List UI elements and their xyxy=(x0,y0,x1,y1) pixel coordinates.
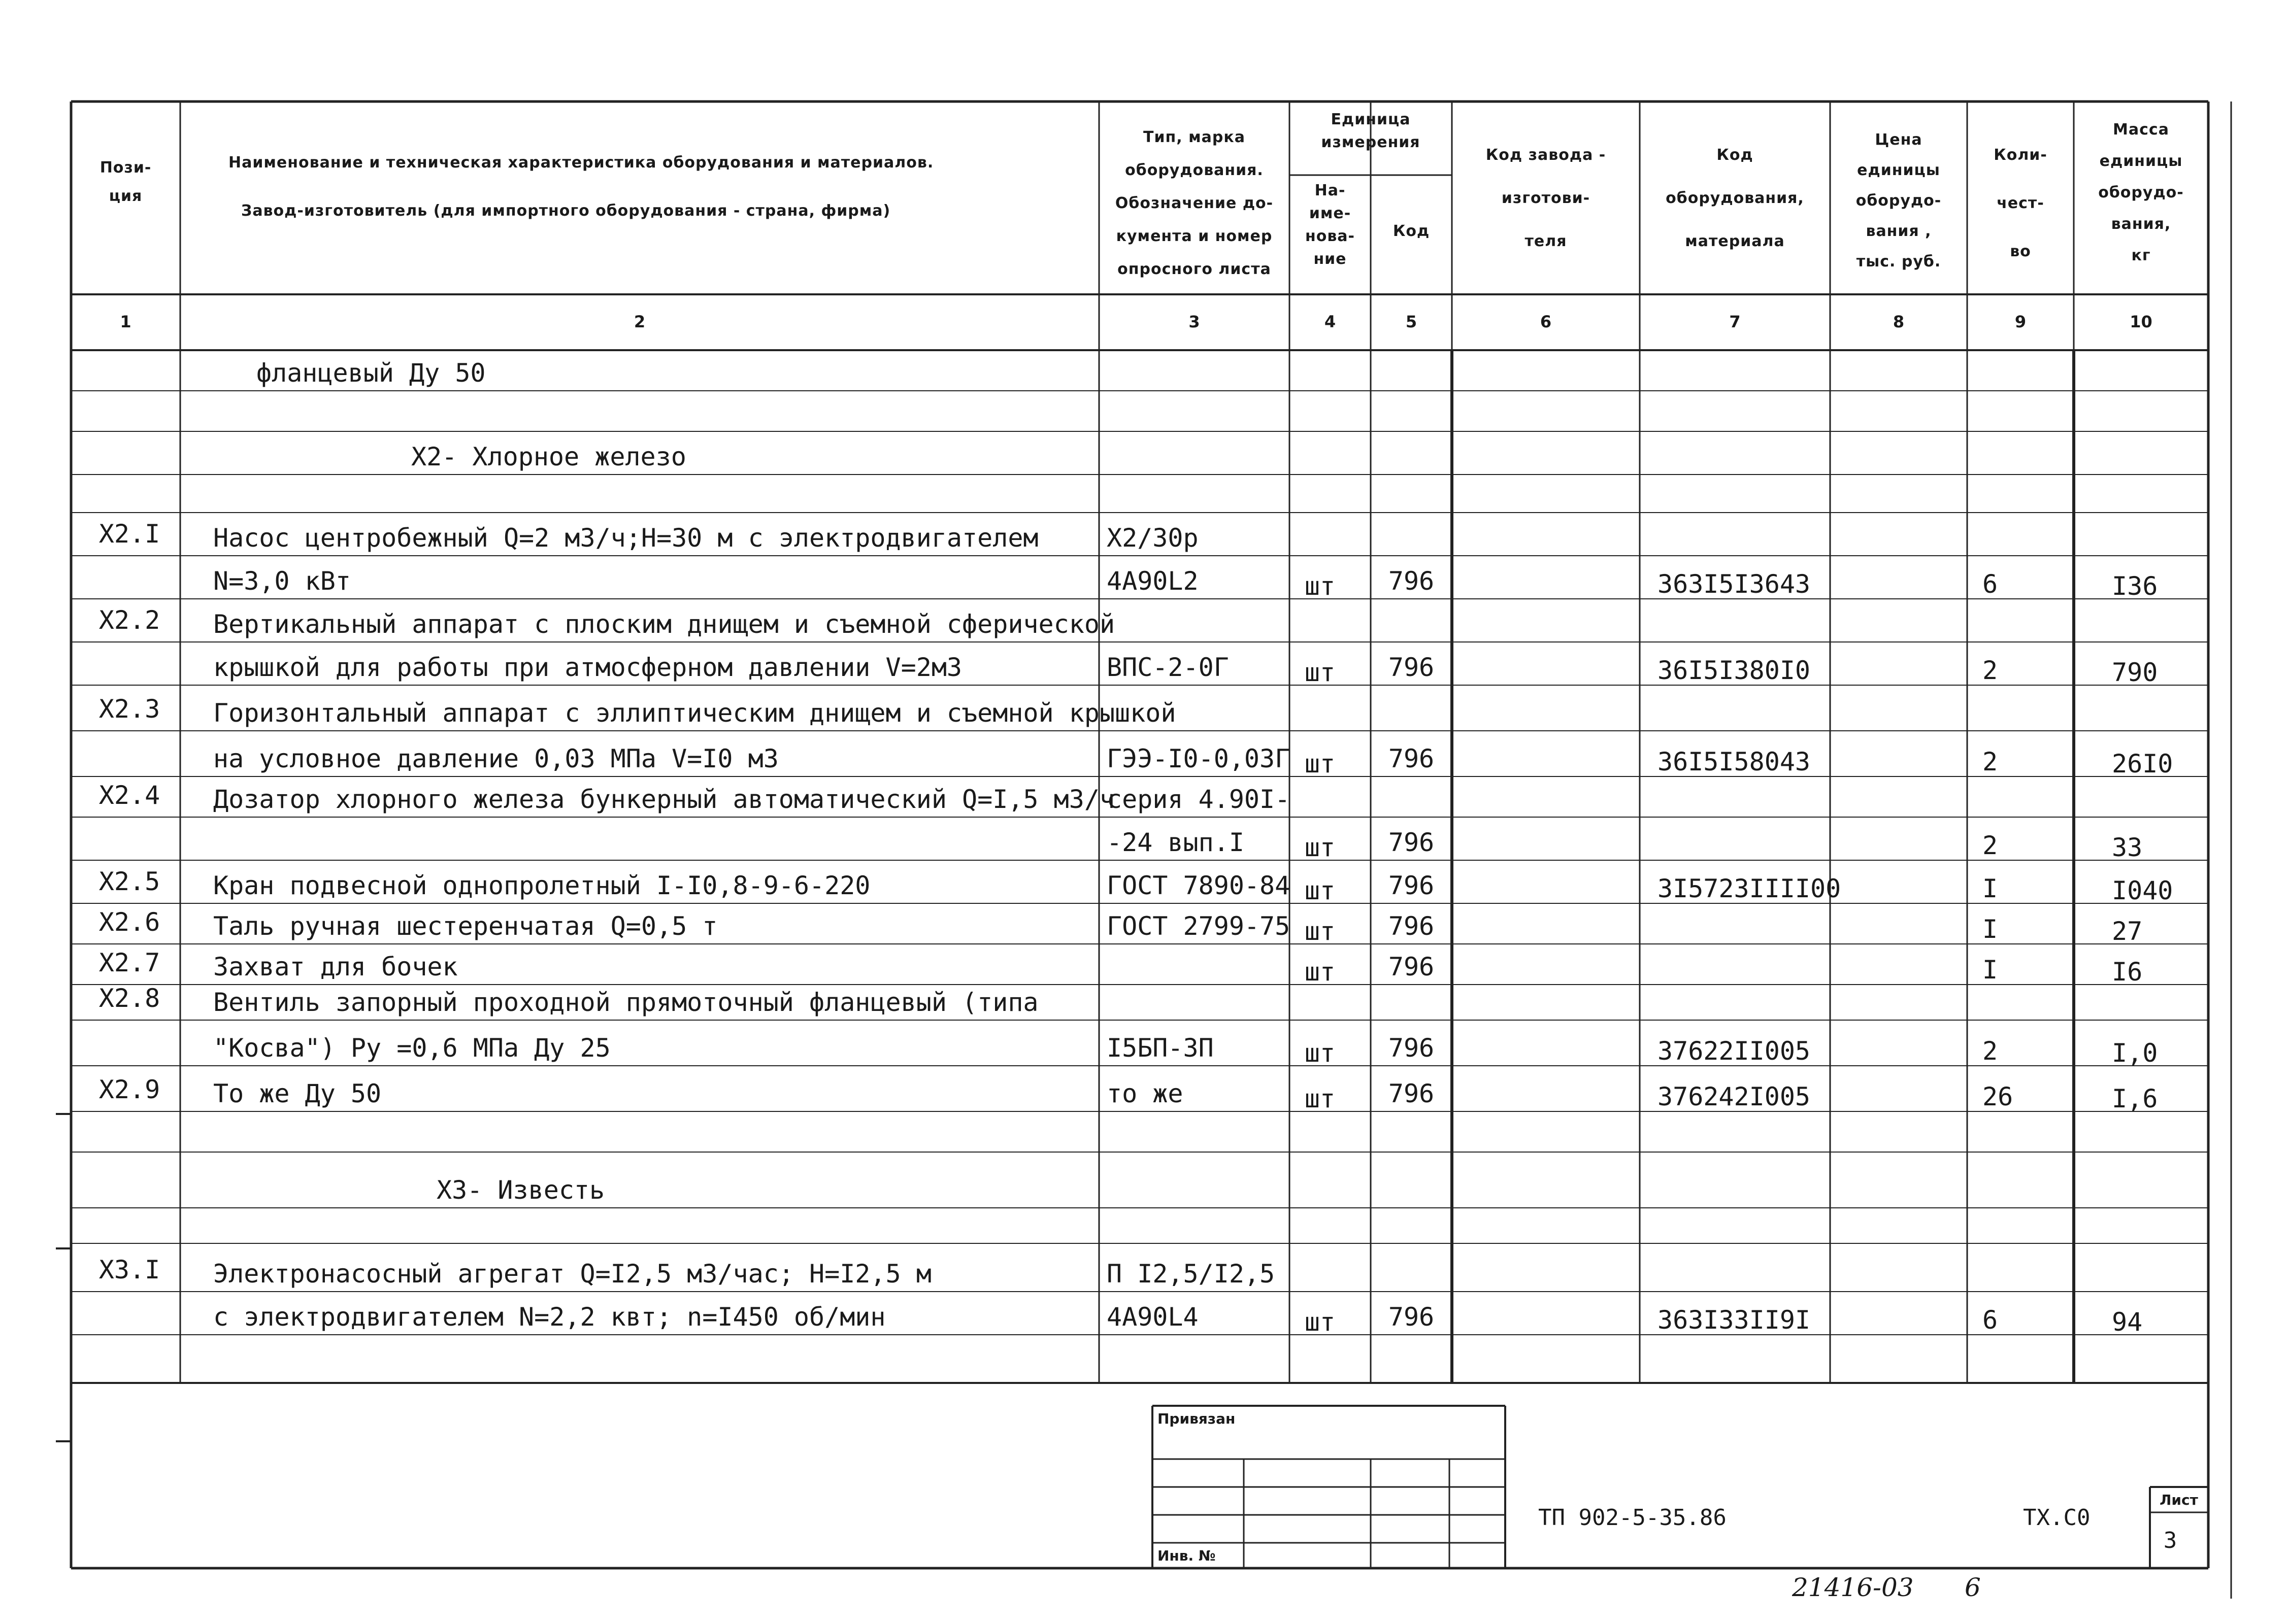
row-mass: I6 xyxy=(2112,957,2143,987)
row-unit-code: 796 xyxy=(1388,1079,1435,1108)
header-col4: ние xyxy=(1313,250,1347,268)
header-col10: вания, xyxy=(2111,215,2171,233)
document-code: ТХ.С0 xyxy=(2023,1505,2091,1531)
row-type: 4А90L2 xyxy=(1107,566,1199,596)
header-col7: Код xyxy=(1716,146,1753,164)
table-row xyxy=(99,948,2142,987)
table-row xyxy=(437,1175,605,1205)
row-unit: шт xyxy=(1304,749,1336,779)
row-mass: I,0 xyxy=(2112,1038,2158,1068)
header-col1: Пози- xyxy=(100,159,152,177)
row-mass: 27 xyxy=(2112,917,2143,946)
header-col2-line1: Наименование и техническая характеристика оборудования и материалов. xyxy=(228,154,934,172)
row-name: Кран подвесной однопролетный I-I0,8-9-6-220 xyxy=(213,871,871,900)
row-type: ГОСТ 2799-75 xyxy=(1107,911,1290,941)
row-quantity: 2 xyxy=(1982,656,1998,685)
header-col5: Код xyxy=(1392,222,1430,240)
header-col1: ция xyxy=(109,187,143,205)
column-number: 7 xyxy=(1729,312,1741,331)
project-designation: ТП 902-5-35.86 xyxy=(1538,1505,1727,1531)
row-name: с электродвигателем N=2,2 квт; n=I450 об/мин xyxy=(213,1302,886,1332)
column-number: 6 xyxy=(1540,312,1552,331)
table-row xyxy=(99,867,2173,905)
table-row xyxy=(99,694,1176,728)
row-quantity: I xyxy=(1982,874,1998,903)
header-col3: кумента и номер xyxy=(1116,227,1273,245)
row-unit: шт xyxy=(1304,876,1336,905)
row-unit: шт xyxy=(1304,1084,1336,1113)
row-name: Насос центробежный Q=2 м3/ч;Н=30 м с электродвигателем xyxy=(213,523,1039,553)
row-quantity: 2 xyxy=(1982,747,1998,776)
row-position: Х2.8 xyxy=(98,984,160,1013)
row-type: то же xyxy=(1107,1079,1183,1108)
row-position: Х3.I xyxy=(98,1255,160,1284)
row-name: Таль ручная шестеренчатая Q=0,5 т xyxy=(213,911,718,941)
header-col6: изготови- xyxy=(1501,189,1590,207)
table-row xyxy=(99,605,1115,639)
row-unit: шт xyxy=(1304,833,1336,862)
row-name: Вентиль запорный проходной прямоточный фланцевый (типа xyxy=(213,988,1039,1017)
row-mass: 94 xyxy=(2112,1307,2143,1337)
header-col9: во xyxy=(2010,243,2031,260)
header-col9: чест- xyxy=(1997,194,2044,212)
row-type: 4А90L4 xyxy=(1107,1302,1199,1332)
row-type: ГОСТ 7890-84 xyxy=(1107,871,1290,900)
row-equipment-code: 376242I005 xyxy=(1657,1082,1811,1111)
row-mass: I,6 xyxy=(2112,1084,2158,1113)
row-unit: шт xyxy=(1304,1038,1336,1068)
column-number: 9 xyxy=(2014,312,2027,331)
column-number: 2 xyxy=(634,312,646,331)
row-equipment-code: 363I33II9I xyxy=(1657,1305,1811,1335)
copy-number: 6 xyxy=(1965,1573,1981,1602)
inventory-number-label: Инв. № xyxy=(1157,1547,1216,1564)
row-equipment-code: 37622II005 xyxy=(1657,1036,1811,1066)
row-equipment-code: 36I5I58043 xyxy=(1657,747,1811,776)
row-name: Электронасосный агрегат Q=I2,5 м3/час; Н=I2,5 м xyxy=(213,1259,932,1289)
table-row xyxy=(256,358,486,388)
header-col10: Масса xyxy=(2113,121,2169,139)
row-name: Х2- Хлорное железо xyxy=(411,442,686,471)
sheet-number: 3 xyxy=(2163,1528,2177,1553)
row-unit: шт xyxy=(1304,658,1336,687)
row-unit: шт xyxy=(1304,957,1336,987)
row-type: -24 вып.I xyxy=(1107,828,1244,857)
row-type: ГЭЭ-I0-0,03Г xyxy=(1107,744,1290,773)
row-mass: 790 xyxy=(2112,658,2158,687)
row-unit: шт xyxy=(1304,571,1336,601)
row-name: Горизонтальный аппарат с эллиптическим днищем и съемной крышкой xyxy=(213,698,1176,728)
header-col2-line2: Завод-изготовитель (для импортного оборудования - страна, фирма) xyxy=(241,202,891,220)
column-number: 8 xyxy=(1893,312,1905,331)
row-mass: 26I0 xyxy=(2112,749,2173,779)
table-row xyxy=(1107,828,2142,862)
header-col45: Единица xyxy=(1331,111,1411,128)
row-unit-code: 796 xyxy=(1388,952,1435,982)
row-position: Х2.7 xyxy=(98,948,160,977)
row-position: Х2.5 xyxy=(98,867,160,896)
row-quantity: 2 xyxy=(1982,831,1998,860)
row-type: П I2,5/I2,5 xyxy=(1107,1259,1275,1289)
table-row xyxy=(213,1033,2158,1068)
row-name: Захват для бочек xyxy=(213,952,458,982)
row-mass: 33 xyxy=(2112,833,2143,862)
table-row xyxy=(411,442,686,471)
sheet-footer xyxy=(1792,1573,1981,1602)
row-unit-code: 796 xyxy=(1388,566,1435,596)
table-row xyxy=(99,984,1039,1017)
header-col3: Тип, марка xyxy=(1143,128,1245,146)
header-col7: материала xyxy=(1685,232,1785,250)
row-unit-code: 796 xyxy=(1388,744,1435,773)
header-col7: оборудования, xyxy=(1666,189,1804,207)
row-name: фланцевый Ду 50 xyxy=(256,358,486,388)
table-row xyxy=(213,744,2173,779)
column-number: 5 xyxy=(1405,312,1417,331)
row-unit-code: 796 xyxy=(1388,653,1435,682)
row-name: "Косва") Ру =0,6 МПа Ду 25 xyxy=(213,1033,611,1063)
table-header xyxy=(100,111,2184,278)
table-row xyxy=(99,781,1290,814)
header-col3: Обозначение до- xyxy=(1115,194,1274,212)
row-type: серия 4.90I- xyxy=(1107,785,1290,814)
table-row xyxy=(99,519,1199,553)
row-unit: шт xyxy=(1304,917,1336,946)
row-name: То же Ду 50 xyxy=(213,1079,382,1108)
column-number: 4 xyxy=(1324,312,1336,331)
header-col8: вания , xyxy=(1866,222,1932,240)
row-position: Х2.2 xyxy=(98,605,160,635)
row-type: I5БП-3П xyxy=(1107,1033,1214,1063)
row-unit-code: 796 xyxy=(1388,1033,1435,1063)
handwritten-archive-number: 21416-03 xyxy=(1792,1573,1914,1602)
row-name: Х3- Известь xyxy=(437,1175,605,1205)
table-row xyxy=(213,1302,2142,1337)
row-mass: I36 xyxy=(2112,571,2158,601)
row-unit-code: 796 xyxy=(1388,911,1435,941)
header-col45: измерения xyxy=(1321,133,1420,151)
header-col6: Код завода - xyxy=(1485,146,1606,164)
row-name: Вертикальный аппарат с плоским днищем и съемной сферической xyxy=(213,610,1115,639)
header-col8: тыс. руб. xyxy=(1856,253,1941,270)
header-col4: На- xyxy=(1314,182,1346,199)
row-name: Дозатор хлорного железа бункерный автоматический Q=I,5 м3/ч xyxy=(213,785,1115,814)
row-position: Х2.4 xyxy=(98,781,160,810)
sheet-label: Лист xyxy=(2160,1492,2198,1508)
row-name: N=3,0 кВт xyxy=(213,566,351,596)
table-row xyxy=(213,566,2158,601)
row-quantity: 6 xyxy=(1982,1305,1998,1335)
table-row xyxy=(99,1075,2158,1113)
column-number: 3 xyxy=(1188,312,1200,331)
row-equipment-code: 3I5723IIII00 xyxy=(1657,874,1841,903)
row-position: Х2.3 xyxy=(98,694,160,724)
row-unit: шт xyxy=(1304,1307,1336,1337)
header-col8: единицы xyxy=(1857,161,1940,179)
table-row xyxy=(99,907,2142,946)
row-quantity: I xyxy=(1982,915,1998,944)
header-col10: единицы xyxy=(2099,152,2183,170)
row-quantity: I xyxy=(1982,955,1998,985)
column-number: 10 xyxy=(2130,312,2152,331)
row-equipment-code: 36I5I380I0 xyxy=(1657,656,1811,685)
row-quantity: 26 xyxy=(1982,1082,2013,1111)
header-col3: оборудования. xyxy=(1125,161,1264,179)
row-name: крышкой для работы при атмосферном давлении V=2м3 xyxy=(213,653,963,682)
table-body xyxy=(99,358,2173,1337)
row-position: Х2.9 xyxy=(98,1075,160,1104)
header-col10: кг xyxy=(2131,247,2151,264)
row-type: ВПС-2-0Г xyxy=(1107,653,1229,682)
row-quantity: 2 xyxy=(1982,1036,1998,1066)
row-mass: I040 xyxy=(2112,876,2173,905)
header-col4: нова- xyxy=(1305,227,1355,245)
row-unit-code: 796 xyxy=(1388,1302,1435,1332)
row-quantity: 6 xyxy=(1982,569,1998,599)
header-col3: опросного листа xyxy=(1117,260,1271,278)
row-unit-code: 796 xyxy=(1388,828,1435,857)
row-unit-code: 796 xyxy=(1388,871,1435,900)
row-position: Х2.I xyxy=(98,519,160,549)
row-position: Х2.6 xyxy=(98,907,160,937)
row-type: Х2/30р xyxy=(1107,523,1199,553)
table-row xyxy=(213,653,2158,687)
header-col6: теля xyxy=(1524,232,1567,250)
row-equipment-code: 363I5I3643 xyxy=(1657,569,1811,599)
header-col4: име- xyxy=(1309,205,1351,222)
header-col9: Коли- xyxy=(1994,146,2047,164)
column-numbers-row xyxy=(120,312,2152,331)
header-col8: оборудо- xyxy=(1855,192,1942,210)
column-number: 1 xyxy=(120,312,131,331)
header-col10: оборудо- xyxy=(2098,184,2184,201)
row-name: на условное давление 0,03 МПа V=I0 м3 xyxy=(213,744,779,773)
header-col8: Цена xyxy=(1875,131,1922,149)
stamp-attached-label: Привязан xyxy=(1157,1410,1236,1427)
